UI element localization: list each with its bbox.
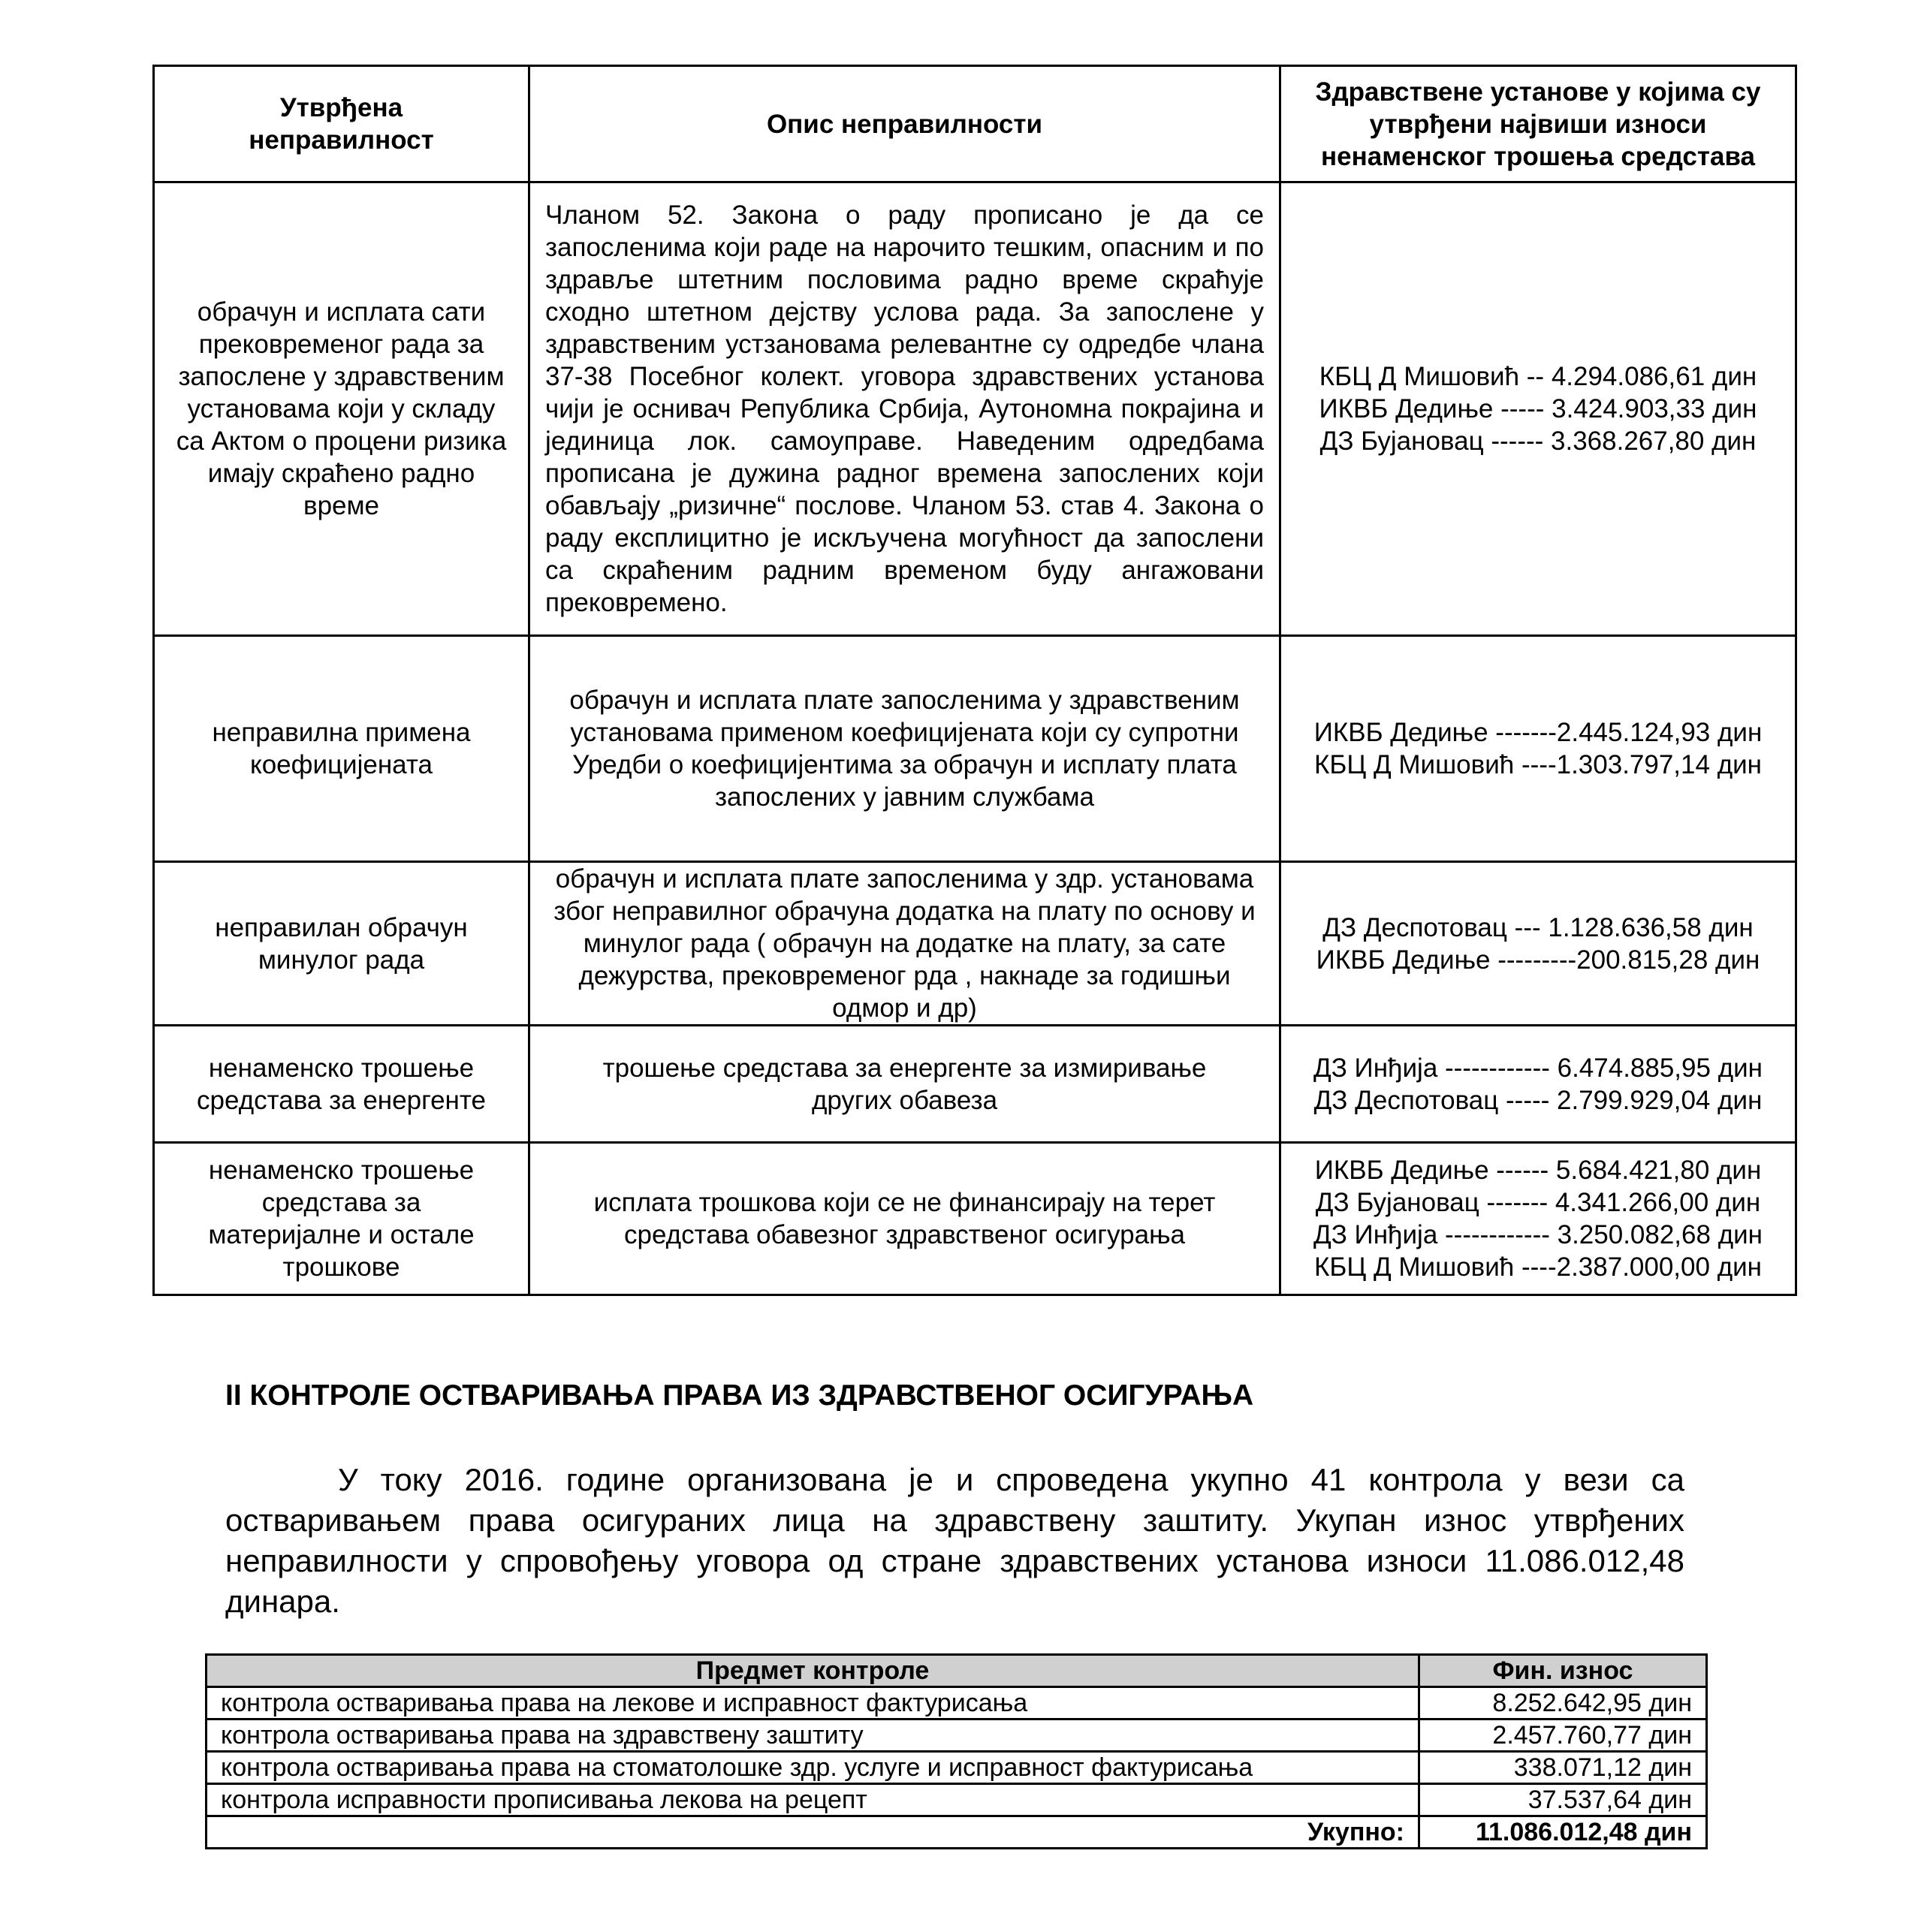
- table-header-row: [207, 1655, 1707, 1687]
- institutions-list: [1280, 1143, 1796, 1295]
- table-row: [207, 1720, 1707, 1752]
- header-description: Опис неправилности: [529, 66, 1280, 182]
- table-header-row: [154, 66, 1796, 182]
- irregularity-type: неправилан обрачун минулог рада: [154, 862, 529, 1026]
- institution-amount: КБЦ Д Мишовић ----2.387.000,00 дин: [1314, 1252, 1762, 1282]
- institution-amount: ДЗ Деспотовац --- 1.128.636,58 дин: [1322, 912, 1754, 942]
- control-amount: 338.071,12 дин: [1419, 1752, 1707, 1784]
- control-amount: 37.537,64 дин: [1419, 1784, 1707, 1816]
- controls-table: [205, 1653, 1708, 1849]
- header-irregularity-type: Утврђена неправилност: [154, 66, 529, 182]
- total-row: [207, 1816, 1707, 1849]
- institution-amount: ИКВБ Дедиње ----- 3.424.903,33 дин: [1319, 394, 1757, 423]
- institution-amount: КБЦ Д Мишовић -- 4.294.086,61 дин: [1319, 362, 1757, 391]
- irregularity-description: исплата трошкова који се не финансирају на терет средстава обавезног здравственог осигурања: [529, 1143, 1280, 1295]
- institutions-list: [1280, 182, 1796, 636]
- table-row: [207, 1784, 1707, 1816]
- institution-amount: ИКВБ Дедиње ------ 5.684.421,80 дин: [1314, 1156, 1762, 1185]
- irregularity-type: обрачун и исплата сати прековременог рада за запослене у здравственим установама који у складу са Актом о процени ризика имају скраћено радно време: [154, 182, 529, 636]
- institution-amount: ДЗ Бујановац ------ 3.368.267,80 дин: [1319, 426, 1757, 456]
- total-label: Укупно:: [207, 1816, 1419, 1849]
- table-row: [154, 862, 1796, 1026]
- irregularity-description: обрачун и исплата плате запосленима у здр. установама због неправилног обрачуна додатка на плату по основу и минулог рада ( обрачун на додатке на плату, за сате дежурства, прековременог рда , накнаде за годишњи одмор и др): [529, 862, 1280, 1026]
- irregularity-type: неправилна примена коефицијената: [154, 636, 529, 862]
- institution-amount: ДЗ Инђија ------------ 3.250.082,68 дин: [1313, 1220, 1763, 1249]
- institutions-list: [1280, 636, 1796, 862]
- institutions-list: [1280, 1026, 1796, 1143]
- institution-amount: КБЦ Д Мишовић ----1.303.797,14 дин: [1314, 750, 1762, 779]
- table-row: [154, 636, 1796, 862]
- control-subject: контрола остваривања права на лекове и исправност фактурисања: [207, 1687, 1419, 1720]
- control-subject: контрола остваривања права на стоматолошке здр. услуге и исправност фактурисања: [207, 1752, 1419, 1784]
- control-subject: контрола остваривања права на здравствену заштиту: [207, 1720, 1419, 1752]
- table-row: [154, 1026, 1796, 1143]
- control-amount: 8.252.642,95 дин: [1419, 1687, 1707, 1720]
- institution-amount: ИКВБ Дедиње ---------200.815,28 дин: [1316, 945, 1760, 975]
- institution-amount: ДЗ Бујановац ------- 4.341.266,00 дин: [1315, 1188, 1761, 1217]
- irregularity-description: трошење средстава за енергенте за измиривање других обавеза: [529, 1026, 1280, 1143]
- institution-amount: ДЗ Деспотовац ----- 2.799.929,04 дин: [1313, 1085, 1763, 1115]
- institution-amount: ДЗ Инђија ------------ 6.474.885,95 дин: [1313, 1053, 1763, 1083]
- irregularity-description: Чланом 52. Закона о раду прописано је да се запосленима који раде на нарочито тешким, опасним и по здравље штетним пословима радно време скраћује сходно штетном дејству услова рада. За запослене у здравственим устзановама релевантне су одредбе члана 37-38 Посебног колект. уговора здравствених установа чији је оснивач Република Србија, Аутономна покрајина и јединица лок. самоуправе. Наведеним одредбама прописана је дужина радног времена запослених који обављају „ризичне“ послове. Чланом 53. став 4. Закона о раду експлицитно је искључена могућност да запослени са скраћеним радним временом буду ангажовани прековремено.: [529, 182, 1280, 636]
- control-subject: контрола исправности прописивања лекова на рецепт: [207, 1784, 1419, 1816]
- section-heading: II КОНТРОЛЕ ОСТВАРИВАЊА ПРАВА ИЗ ЗДРАВСТВЕНОГ ОСИГУРАЊА: [225, 1379, 1254, 1412]
- institution-amount: ИКВБ Дедиње -------2.445.124,93 дин: [1313, 718, 1763, 747]
- section-paragraph: У току 2016. године организована је и спроведена укупно 41 контрола у вези са остваривањем права осигураних лица на здравствену заштиту. Укупан износ утврђених неправилности у спровођењу уговора од стране здравствених установа износи 11.086.012,48 динара.: [225, 1462, 1684, 1619]
- irregularity-description: обрачун и исплата плате запосленима у здравственим установама применом коефицијената који су супротни Уредби о коефицијентима за обрачун и исплату плата запослених у јавним службама: [529, 636, 1280, 862]
- irregularity-type: ненаменско трошење средстава за материјалне и остале трошкове: [154, 1143, 529, 1295]
- control-amount: 2.457.760,77 дин: [1419, 1720, 1707, 1752]
- irregularities-table: [152, 65, 1797, 1296]
- table-row: [154, 1143, 1796, 1295]
- total-amount: 11.086.012,48 дин: [1419, 1816, 1707, 1849]
- institutions-list: [1280, 862, 1796, 1026]
- header-control-subject: Предмет контроле: [207, 1655, 1419, 1687]
- irregularity-type: ненаменско трошење средстава за енергенте: [154, 1026, 529, 1143]
- header-institutions: Здравствене установе у којима су утврђени највиши износи ненаменског трошења средстава: [1280, 66, 1796, 182]
- header-amount: Фин. износ: [1419, 1655, 1707, 1687]
- table-row: [154, 182, 1796, 636]
- table-row: [207, 1752, 1707, 1784]
- table-row: [207, 1687, 1707, 1720]
